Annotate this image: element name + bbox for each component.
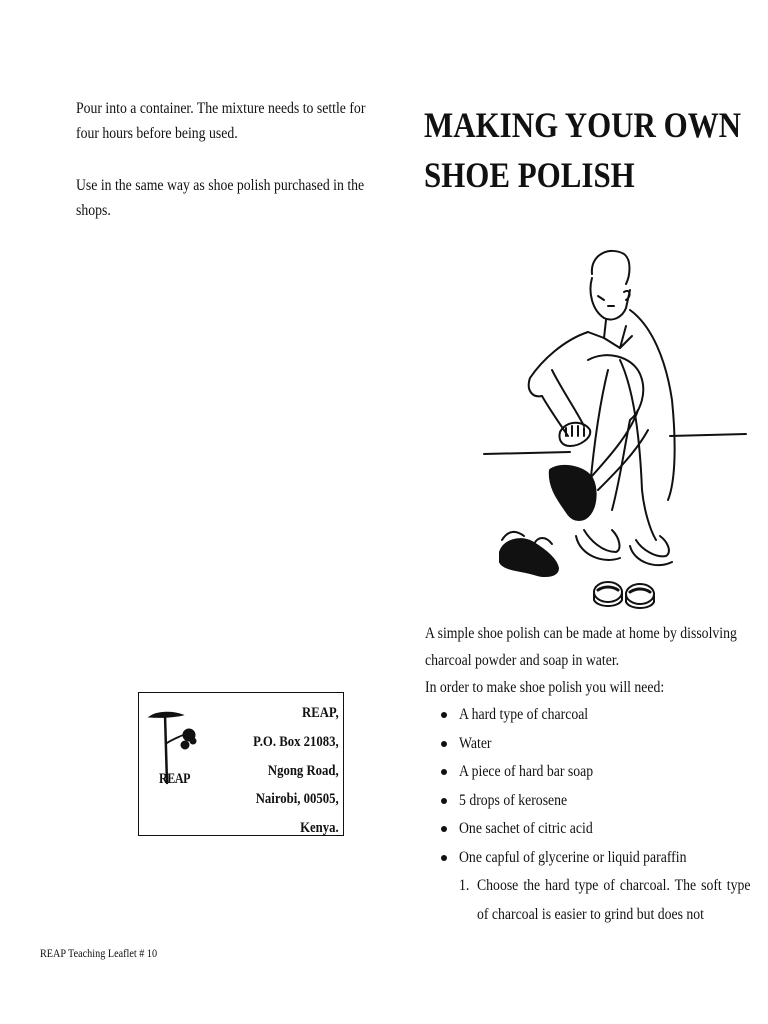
right-column bbox=[425, 620, 755, 929]
address-line: Nairobi, 00505, bbox=[255, 791, 339, 808]
address-line: REAP, bbox=[302, 705, 339, 721]
intro-line-2: In order to make shoe polish you will need: bbox=[425, 679, 665, 696]
bullet-icon bbox=[441, 798, 447, 804]
step-item bbox=[425, 872, 755, 929]
usage-instruction: Use in the same way as shoe polish purchased in the shops. bbox=[76, 177, 365, 219]
bullet-icon bbox=[441, 712, 447, 718]
title-line-1: MAKING YOUR OWN bbox=[424, 105, 742, 145]
list-item: One sachet of citric acid bbox=[437, 815, 755, 844]
page-title bbox=[424, 100, 741, 200]
requirements-list bbox=[425, 701, 755, 872]
list-item: One capful of glycerine or liquid paraffin bbox=[437, 844, 755, 873]
address-box bbox=[138, 692, 344, 836]
intro-line-1: A simple shoe polish can be made at home by dissolving charcoal powder and soap in water. bbox=[425, 625, 737, 669]
address-line: P.O. Box 21083, bbox=[253, 733, 339, 750]
logo-text: REAP bbox=[159, 771, 191, 787]
footer-text: REAP Teaching Leaflet # 10 bbox=[40, 946, 158, 960]
settle-instruction: Pour into a container. The mixture needs to settle for four hours before being used. bbox=[76, 100, 366, 142]
left-column bbox=[76, 96, 376, 250]
intro-text bbox=[425, 620, 743, 701]
address-block bbox=[238, 699, 339, 843]
list-item: A piece of hard bar soap bbox=[437, 758, 755, 787]
address-line: Ngong Road, bbox=[268, 762, 339, 779]
step-number: 1. bbox=[459, 877, 470, 894]
bullet-icon bbox=[441, 855, 447, 861]
list-item: A hard type of charcoal bbox=[437, 701, 755, 730]
bullet-icon bbox=[441, 741, 447, 747]
bullet-icon bbox=[441, 769, 447, 775]
list-item: Water bbox=[437, 730, 755, 759]
list-item: 5 drops of kerosene bbox=[437, 787, 755, 816]
bullet-icon bbox=[441, 826, 447, 832]
man-polishing-shoes-illustration bbox=[480, 240, 750, 620]
title-line-2: SHOE POLISH bbox=[424, 155, 635, 195]
steps-list bbox=[425, 872, 755, 929]
step-text: Choose the hard type of charcoal. The soft type of charcoal is easier to grind but does not bbox=[477, 877, 751, 923]
address-line: Kenya. bbox=[300, 820, 339, 837]
